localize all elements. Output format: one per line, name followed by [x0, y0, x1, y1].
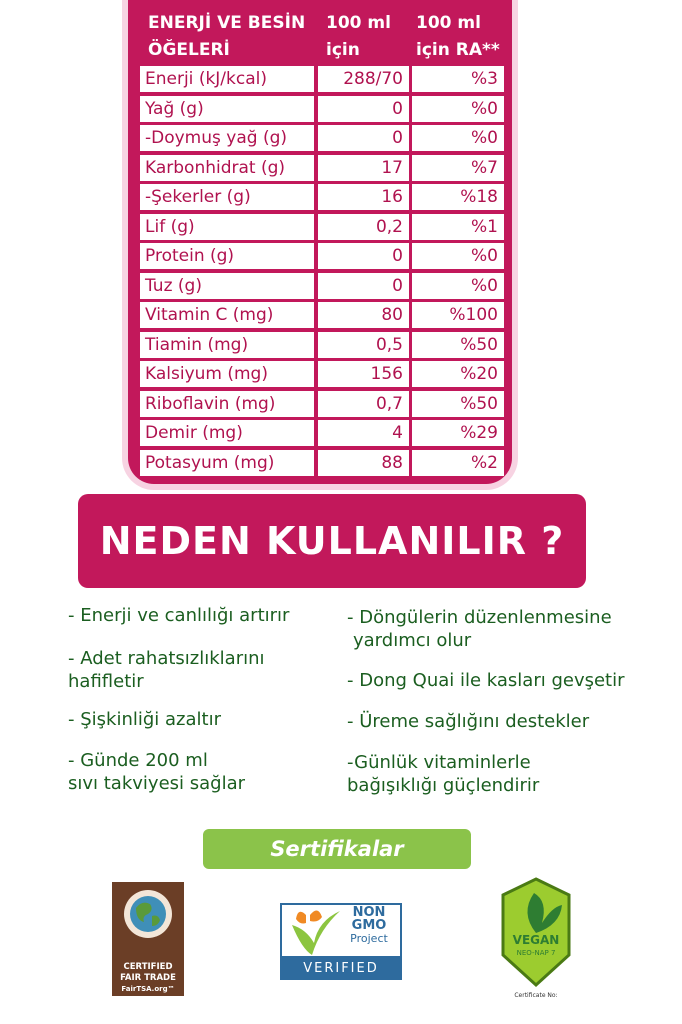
nutrient-name: Vitamin C (mg)	[140, 302, 314, 328]
nutrient-name: Yağ (g)	[140, 96, 314, 122]
nutrient-name: -Doymuş yağ (g)	[140, 125, 314, 151]
use-item-right: -Günlük vitaminlerle bağışıklığı güçlendirir	[347, 752, 540, 796]
table-header	[142, 6, 506, 64]
use-item-left: - Adet rahatsızlıklarını hafifletir	[68, 648, 265, 692]
certifications-title: Sertifikalar	[203, 829, 471, 869]
table-body	[140, 64, 502, 477]
per-100ml-value: 0	[318, 273, 409, 299]
ra-value: %0	[412, 243, 504, 269]
per-100ml-value: 17	[318, 155, 409, 181]
nutrient-name: Karbonhidrat (g)	[140, 155, 314, 181]
table-row	[140, 359, 502, 389]
banner-title: NEDEN KULLANILIR ?	[99, 519, 565, 563]
per-100ml-value: 0	[318, 96, 409, 122]
per-100ml-value: 4	[318, 420, 409, 446]
nutrient-name: Riboflavin (mg)	[140, 391, 314, 417]
ra-value: %7	[412, 155, 504, 181]
ra-value: %100	[412, 302, 504, 328]
ra-value: %20	[412, 361, 504, 387]
ra-value: %29	[412, 420, 504, 446]
per-100ml-value: 288/70	[318, 66, 409, 92]
table-row	[140, 448, 502, 478]
table-row	[140, 241, 502, 271]
header-ra: 100 ml için RA**	[416, 13, 500, 60]
ra-value: %18	[412, 184, 504, 210]
per-100ml-value: 0	[318, 125, 409, 151]
ra-value: %50	[412, 391, 504, 417]
nutrient-name: Demir (mg)	[140, 420, 314, 446]
table-row	[140, 64, 502, 94]
use-item-left: - Günde 200 ml sıvı takviyesi sağlar	[68, 750, 246, 794]
per-100ml-value: 0,2	[318, 214, 409, 240]
table-row	[140, 212, 502, 242]
ra-value: %0	[412, 125, 504, 151]
table-row	[140, 389, 502, 419]
globe-icon	[112, 882, 184, 944]
table-row	[140, 94, 502, 124]
per-100ml-value: 156	[318, 361, 409, 387]
per-100ml-value: 16	[318, 184, 409, 210]
ra-value: %0	[412, 273, 504, 299]
per-100ml-value: 0,5	[318, 332, 409, 358]
table-row	[140, 330, 502, 360]
per-100ml-value: 0,7	[318, 391, 409, 417]
use-item-right: - Döngülerin düzenlenmesine yardımcı olur	[347, 607, 612, 651]
use-item-right: - Dong Quai ile kasları gevşetir	[347, 670, 625, 691]
table-row	[140, 153, 502, 183]
ra-value: %3	[412, 66, 504, 92]
fair-trade-logo: CERTIFIED FAIR TRADE FairTSA.org™	[112, 882, 184, 996]
ra-value: %50	[412, 332, 504, 358]
ra-value: %2	[412, 450, 504, 476]
nutrient-name: Enerji (kJ/kcal)	[140, 66, 314, 92]
nutrition-table	[128, 0, 512, 484]
vegan-logo: VEGAN NEO-NAP 7 Certificate No:	[497, 875, 575, 1005]
nutrient-name: -Şekerler (g)	[140, 184, 314, 210]
per-100ml-value: 80	[318, 302, 409, 328]
butterfly-icon	[284, 905, 340, 959]
nutrient-name: Kalsiyum (mg)	[140, 361, 314, 387]
nutrient-name: Protein (g)	[140, 243, 314, 269]
nutrient-name: Tiamin (mg)	[140, 332, 314, 358]
use-item-right: - Üreme sağlığını destekler	[347, 711, 590, 732]
table-row	[140, 300, 502, 330]
use-item-left: - Enerji ve canlılığı artırır	[68, 605, 290, 626]
table-row	[140, 123, 502, 153]
per-100ml-value: 88	[318, 450, 409, 476]
ra-value: %1	[412, 214, 504, 240]
why-used-banner	[78, 494, 586, 588]
header-per-100ml: 100 ml için	[326, 13, 391, 60]
nutrient-name: Tuz (g)	[140, 273, 314, 299]
ra-value: %0	[412, 96, 504, 122]
nutrient-name: Potasyum (mg)	[140, 450, 314, 476]
nutrient-name: Lif (g)	[140, 214, 314, 240]
per-100ml-value: 0	[318, 243, 409, 269]
use-item-left: - Şişkinliği azaltır	[68, 709, 221, 730]
header-nutrients: ENERJİ VE BESİN ÖĞELERİ	[148, 13, 306, 60]
table-row	[140, 182, 502, 212]
table-row	[140, 271, 502, 301]
table-row	[140, 418, 502, 448]
non-gmo-logo: NON GMO Project VERIFIED	[280, 903, 402, 979]
